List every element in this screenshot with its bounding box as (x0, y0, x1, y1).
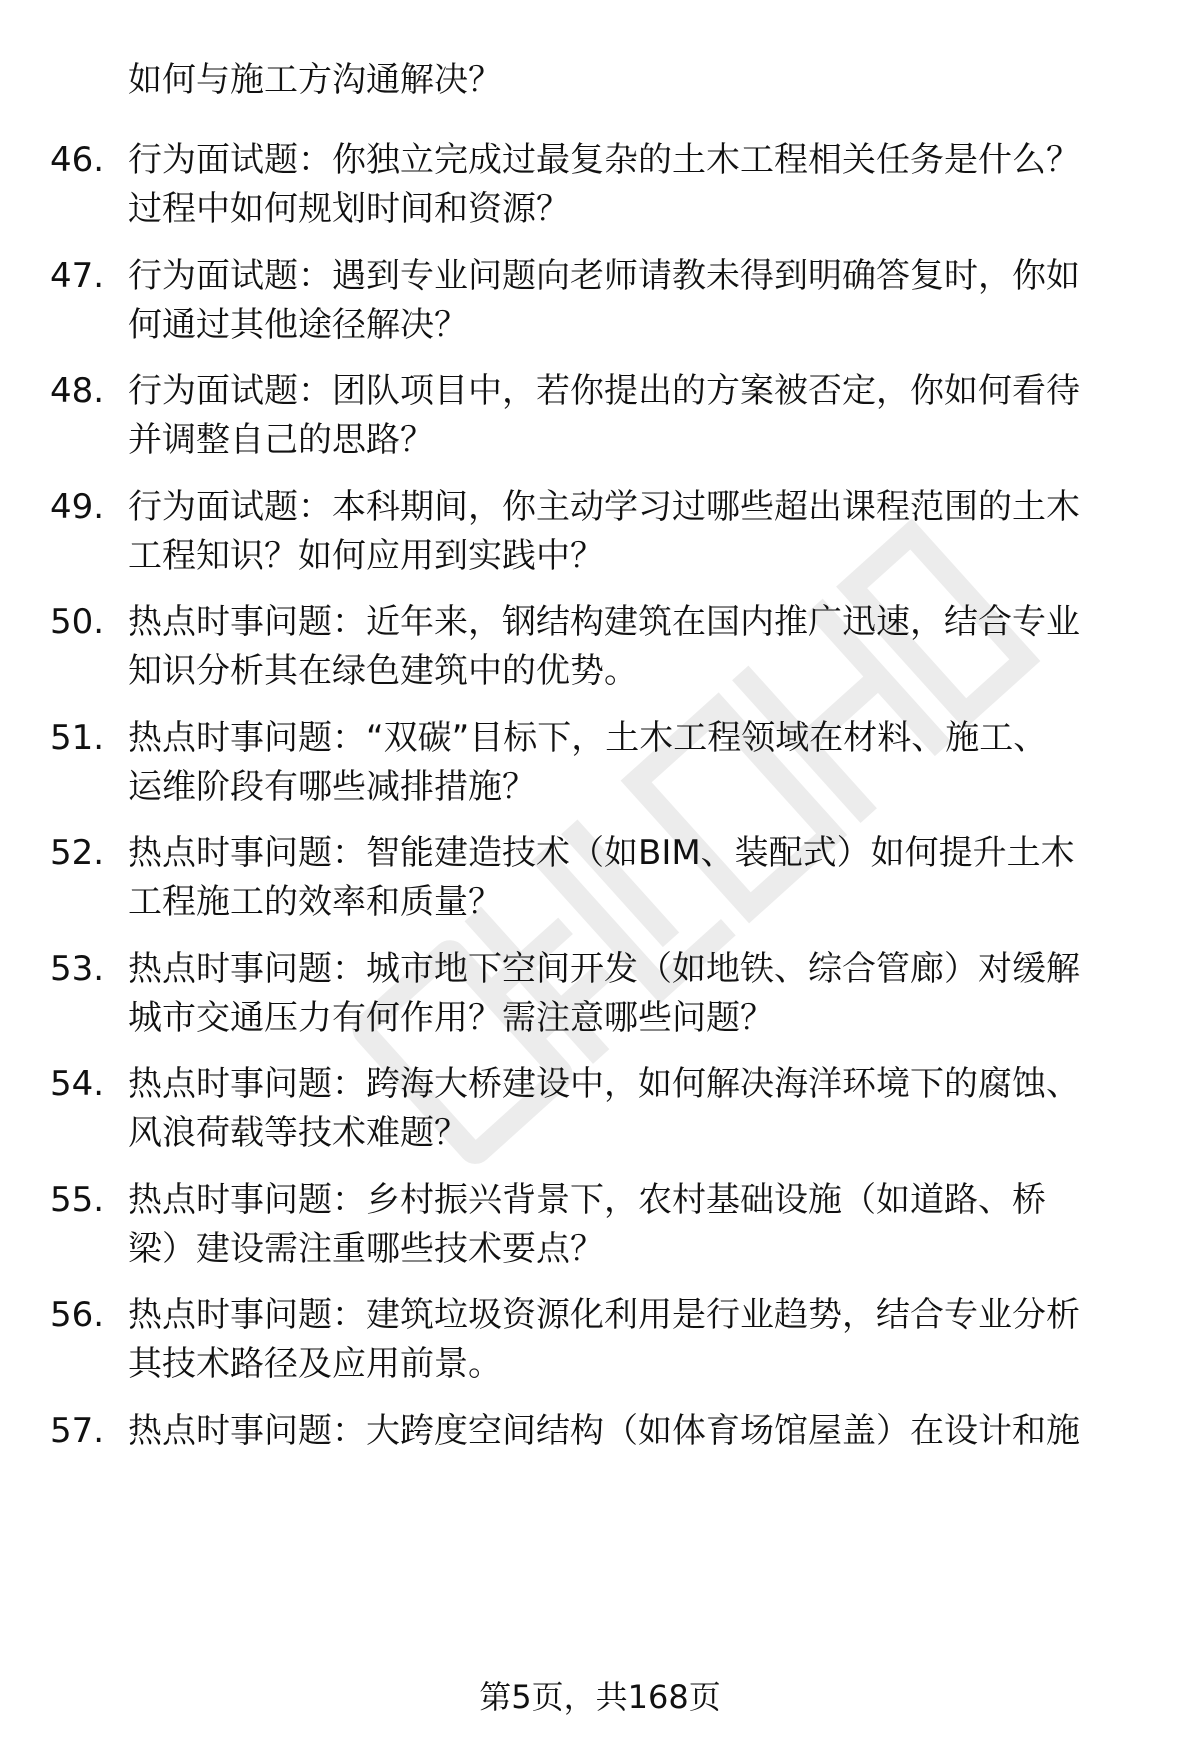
list-item-text (128, 598, 1138, 696)
continued-line-text: 如何与施工方沟通解决？ (128, 60, 502, 100)
list-item-line: 热点时事问题：“双碳”目标下，土木工程领域在材料、施工、 (128, 717, 1048, 758)
list-item (50, 714, 1150, 812)
list-item (50, 1407, 1150, 1456)
list-item-text (128, 1291, 1138, 1389)
page-number-footer: 第5页，共168页 (479, 1678, 721, 1716)
list-item-line: 热点时事问题：智能建造技术（如BIM、装配式）如何提升土木 (128, 833, 1075, 873)
list-item-line: 运维阶段有哪些减排措施？ (128, 766, 536, 807)
list-item-line: 热点时事问题：乡村振兴背景下，农村基础设施（如道路、桥 (128, 1179, 1046, 1220)
list-item (50, 1176, 1150, 1274)
list-item-line: 热点时事问题：建筑垃圾资源化利用是行业趋势，结合专业分析 (128, 1295, 1080, 1335)
list-item-line: 热点时事问题：近年来，钢结构建筑在国内推广迅速，结合专业 (128, 602, 1080, 642)
list-item-line: 梁）建设需注重哪些技术要点？ (128, 1228, 604, 1269)
list-item-line: 并调整自己的思路？ (128, 420, 434, 460)
list-item-number: 55. (50, 1179, 105, 1220)
list-item-line: 行为面试题：遇到专业问题向老师请教未得到明确答复时，你如 (128, 255, 1080, 296)
list-item-line: 城市交通压力有何作用？需注意哪些问题？ (128, 997, 774, 1038)
list-item-line: 风浪荷载等技术难题？ (128, 1113, 468, 1153)
list-item-line: 热点时事问题：跨海大桥建设中，如何解决海洋环境下的腐蚀、 (128, 1064, 1080, 1104)
list-item-text (128, 829, 1138, 927)
list-item (50, 829, 1150, 927)
list-item (50, 1060, 1150, 1158)
list-item-number: 50. (50, 602, 105, 642)
list-item-number: 48. (50, 371, 105, 411)
list-item-number: 52. (50, 833, 105, 873)
list-item (50, 483, 1150, 581)
list-item-text (128, 1060, 1138, 1158)
list-item-text (128, 714, 1138, 812)
list-item-line: 何通过其他途径解决？ (128, 304, 468, 345)
continued-line (50, 56, 1150, 105)
list-item-number: 46. (50, 140, 105, 180)
list-item-number: 47. (50, 255, 105, 296)
list-item-number: 57. (50, 1410, 105, 1451)
list-item-line: 过程中如何规划时间和资源？ (128, 189, 570, 229)
list-item-text (128, 1407, 1138, 1456)
list-item-number: 53. (50, 948, 105, 989)
list-item-line: 知识分析其在绿色建筑中的优势。 (128, 651, 638, 691)
list-item-line: 热点时事问题：大跨度空间结构（如体育场馆屋盖）在设计和施 (128, 1410, 1080, 1451)
list-item-line: 行为面试题：团队项目中，若你提出的方案被否定，你如何看待 (128, 371, 1080, 411)
list-item (50, 1291, 1150, 1389)
list-item-line: 行为面试题：你独立完成过最复杂的土木工程相关任务是什么？ (128, 140, 1080, 180)
list-item-line: 行为面试题：本科期间，你主动学习过哪些超出课程范围的土木 (128, 486, 1080, 527)
list-item-text (128, 367, 1138, 465)
list-item-number: 56. (50, 1295, 105, 1335)
list-item (50, 367, 1150, 465)
list-item-text (128, 1176, 1138, 1274)
list-item-number: 49. (50, 486, 105, 527)
list-item-text (128, 483, 1138, 581)
list-item (50, 598, 1150, 696)
list-item-line: 其技术路径及应用前景。 (128, 1344, 502, 1384)
list-item (50, 252, 1150, 350)
list-item-number: 51. (50, 717, 105, 758)
list-item-text (128, 136, 1138, 234)
list-item (50, 945, 1150, 1043)
list-item-text (128, 252, 1138, 350)
list-item-line: 工程施工的效率和质量？ (128, 882, 502, 922)
list-item-line: 工程知识？如何应用到实践中？ (128, 535, 604, 576)
list-item-number: 54. (50, 1064, 105, 1104)
list-item (50, 136, 1150, 234)
list-item-line: 热点时事问题：城市地下空间开发（如地铁、综合管廊）对缓解 (128, 948, 1080, 989)
list-item-text (128, 945, 1138, 1043)
